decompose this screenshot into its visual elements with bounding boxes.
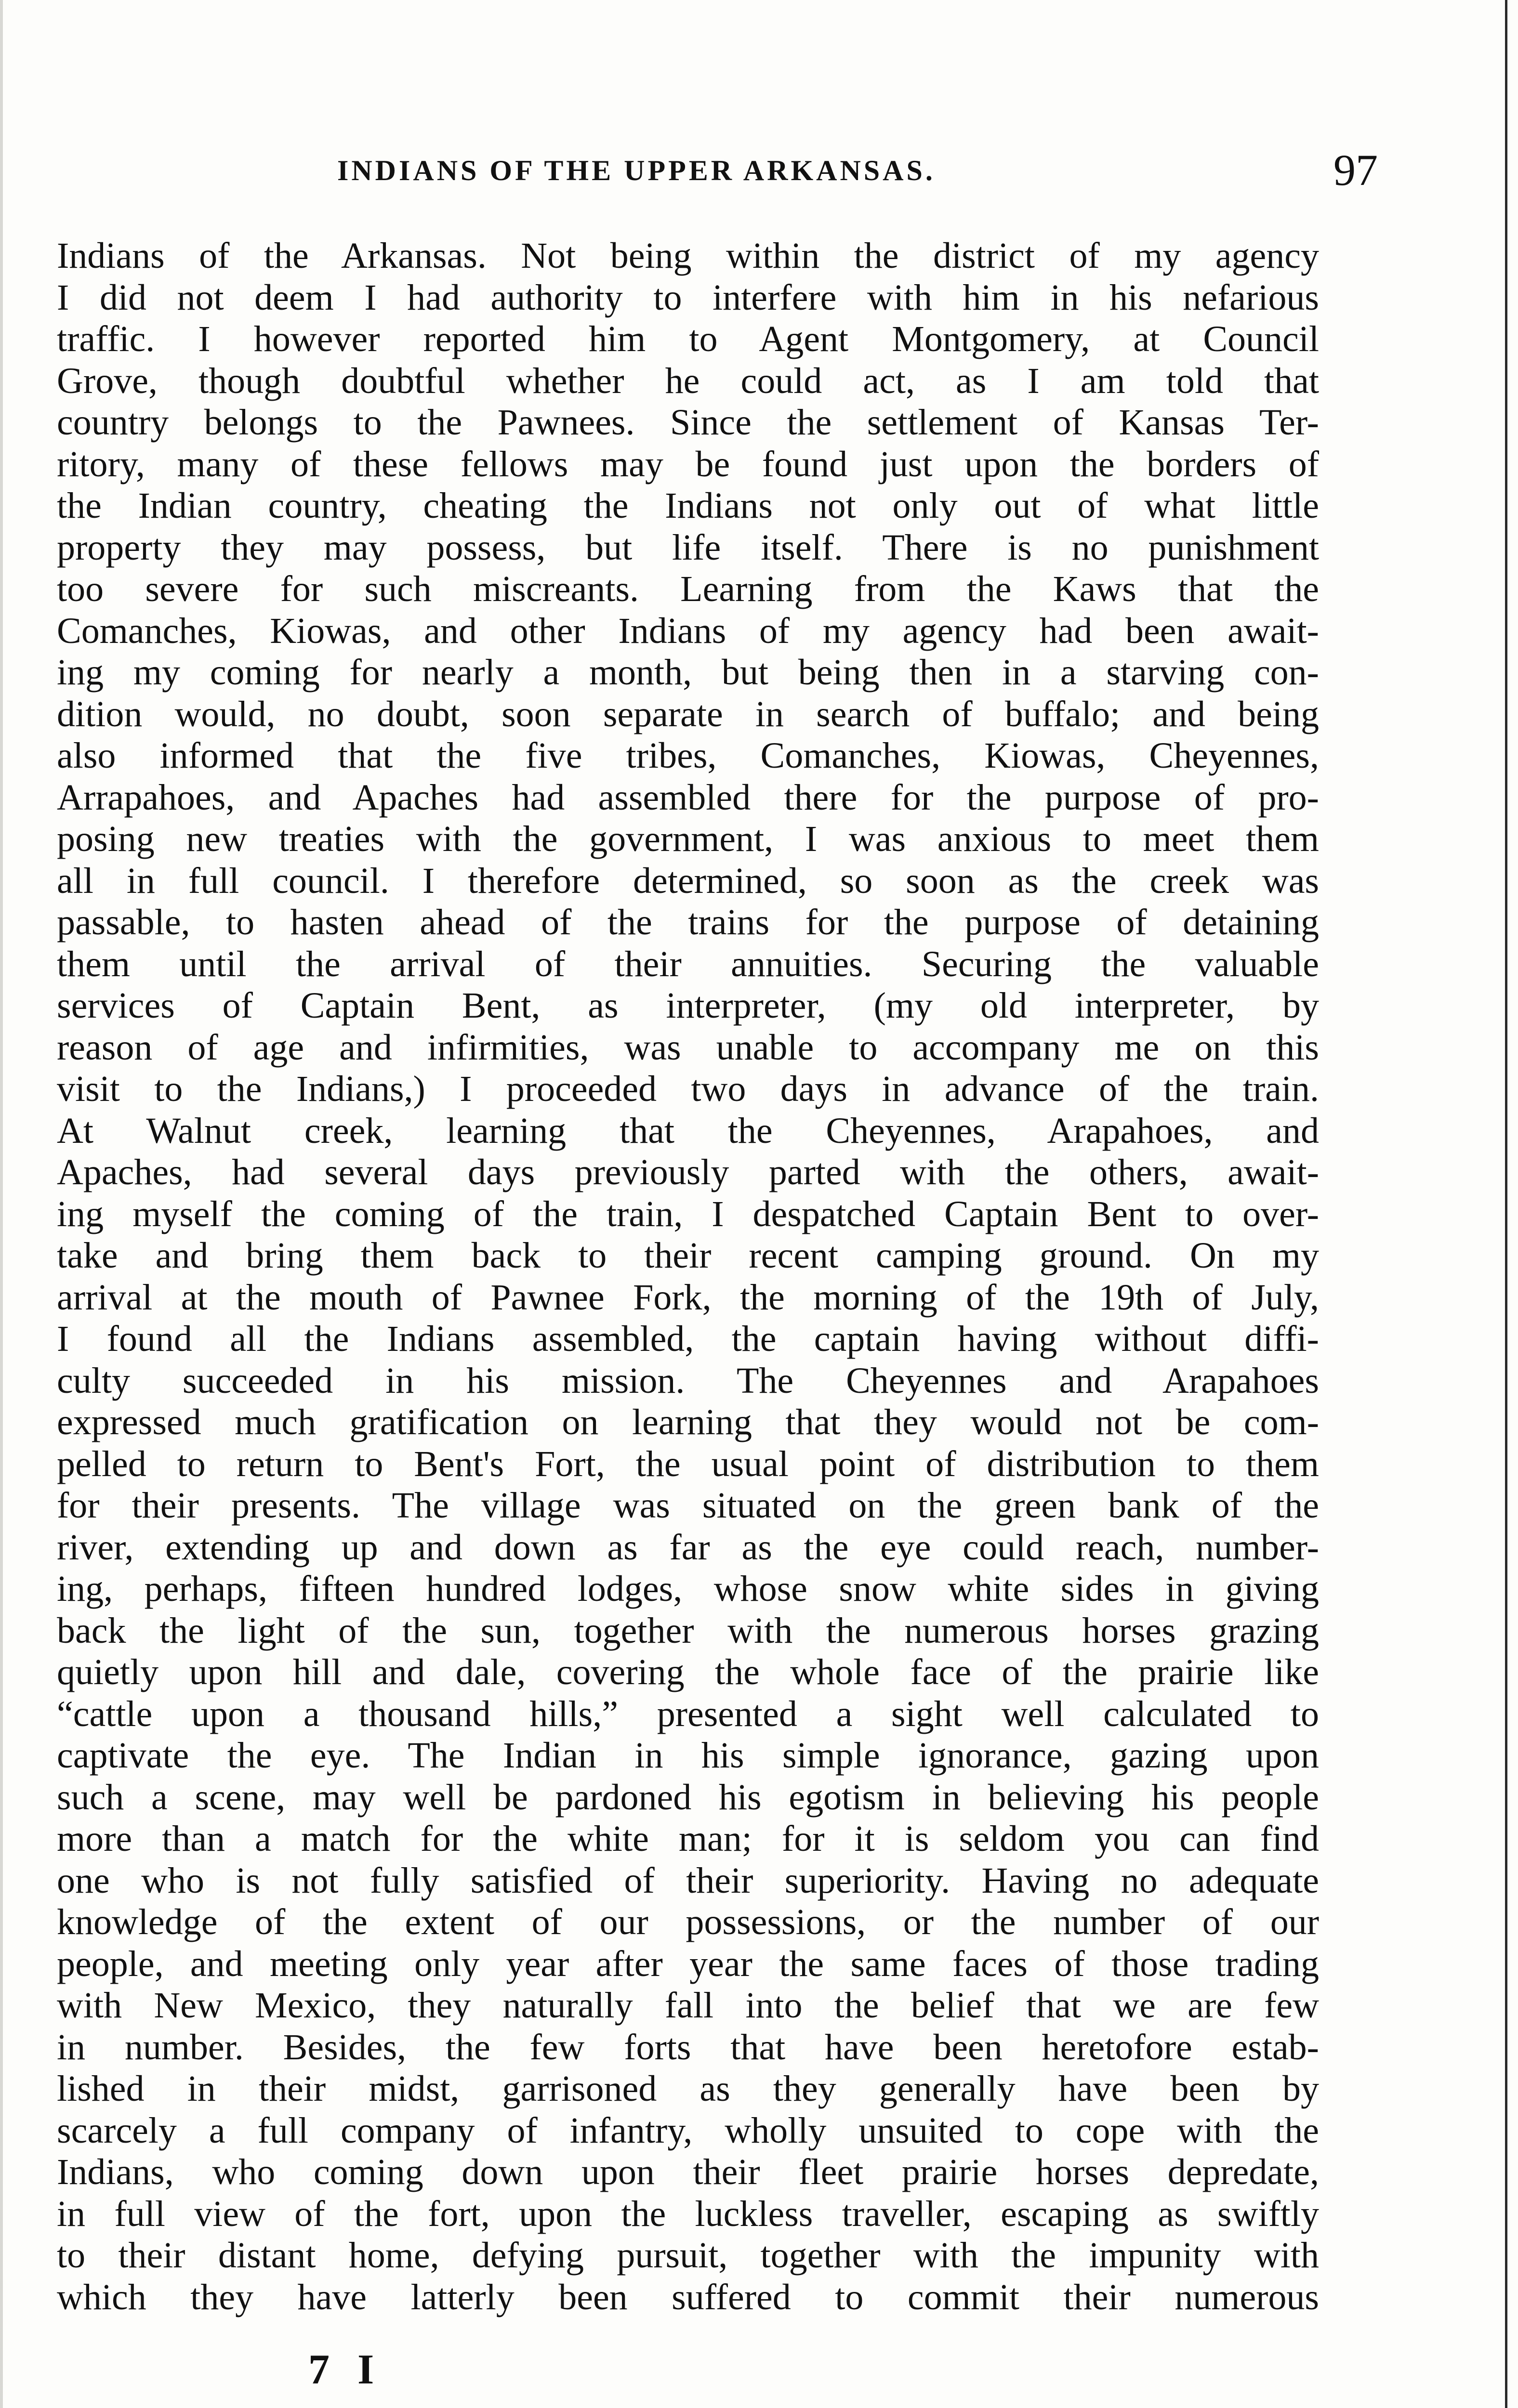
text-line: culty succeeded in his mission. The Cheyennes and Arapahoes (57, 1360, 1319, 1401)
text-line: all in full council. I therefore determined, so soon as the creek was (57, 860, 1319, 901)
text-line: dition would, no doubt, soon separate in search of buffalo; and being (57, 694, 1319, 734)
text-line: more than a match for the white man; for it is seldom you can find (57, 1819, 1319, 1859)
running-title: INDIANS OF THE UPPER ARKANSAS. (337, 155, 936, 186)
text-line: services of Captain Bent, as interpreter, (my old interpreter, by (57, 985, 1319, 1026)
text-line: quietly upon hill and dale, covering the whole face of the prairie like (57, 1652, 1319, 1692)
text-line: passable, to hasten ahead of the trains for the purpose of detaining (57, 902, 1319, 942)
text-line: lished in their midst, garrisoned as they generally have been by (57, 2068, 1319, 2109)
text-line: Apaches, had several days previously parted with the others, await- (57, 1152, 1319, 1192)
text-line: ing, perhaps, fifteen hundred lodges, whose snow white sides in giving (57, 1569, 1319, 1609)
text-line: Arrapahoes, and Apaches had assembled there for the purpose of pro- (57, 777, 1319, 818)
text-line: also informed that the five tribes, Comanches, Kiowas, Cheyennes, (57, 735, 1319, 776)
text-line: visit to the Indians,) I proceeded two days in advance of the train. (57, 1069, 1319, 1109)
text-line: reason of age and infirmities, was unable to accompany me on this (57, 1027, 1319, 1068)
text-line: country belongs to the Pawnees. Since the settlement of Kansas Ter- (57, 402, 1319, 443)
text-line: traffic. I however reported him to Agent Montgomery, at Council (57, 319, 1319, 359)
text-line: “cattle upon a thousand hills,” presented a sight well calculated to (57, 1693, 1319, 1734)
text-line: the Indian country, cheating the Indians not only out of what little (57, 485, 1319, 526)
text-line: ing myself the coming of the train, I despatched Captain Bent to over- (57, 1193, 1319, 1234)
signature-mark: 7 I (308, 2346, 383, 2393)
text-line: too severe for such miscreants. Learning from the Kaws that the (57, 569, 1319, 609)
text-line: which they have latterly been suffered to commit their numerous (57, 2277, 1319, 2317)
text-line: them until the arrival of their annuities. Securing the valuable (57, 943, 1319, 984)
text-line: At Walnut creek, learning that the Cheyennes, Arapahoes, and (57, 1110, 1319, 1151)
text-line: river, extending up and down as far as the eye could reach, number- (57, 1527, 1319, 1568)
page-left-edge (0, 0, 3, 2408)
text-line: ritory, many of these fellows may be found just upon the borders of (57, 444, 1319, 484)
text-line: captivate the eye. The Indian in his simple ignorance, gazing upon (57, 1735, 1319, 1776)
text-line: to their distant home, defying pursuit, together with the impunity with (57, 2235, 1319, 2276)
text-line: Indians of the Arkansas. Not being within the district of my agency (57, 236, 1319, 276)
text-line: I did not deem I had authority to interfere with him in his nefarious (57, 277, 1319, 318)
text-line: Indians, who coming down upon their fleet prairie horses depredate, (57, 2152, 1319, 2192)
text-line: expressed much gratification on learning that they would not be com- (57, 1402, 1319, 1442)
text-line: one who is not fully satisfied of their superiority. Having no adequate (57, 1860, 1319, 1901)
text-line: such a scene, may well be pardoned his egotism in believing his people (57, 1777, 1319, 1818)
text-line: knowledge of the extent of our possessions, or the number of our (57, 1902, 1319, 1942)
text-line: pelled to return to Bent's Fort, the usual point of distribution to them (57, 1443, 1319, 1484)
text-line: property they may possess, but life itself. There is no punishment (57, 527, 1319, 568)
text-line: posing new treaties with the government, I was anxious to meet them (57, 819, 1319, 859)
text-line: arrival at the mouth of Pawnee Fork, the morning of the 19th of July, (57, 1277, 1319, 1318)
text-line: I found all the Indians assembled, the captain having without diffi- (57, 1319, 1319, 1359)
page-number: 97 (1333, 145, 1378, 195)
text-line: with New Mexico, they naturally fall into the belief that we are few (57, 1985, 1319, 2026)
running-head (58, 144, 1378, 197)
text-line: Comanches, Kiowas, and other Indians of my agency had been await- (57, 610, 1319, 651)
text-line: take and bring them back to their recent camping ground. On my (57, 1235, 1319, 1276)
text-line: people, and meeting only year after year the same faces of those trading (57, 1943, 1319, 1984)
text-line: for their presents. The village was situated on the green bank of the (57, 1485, 1319, 1526)
page-right-edge (1505, 0, 1507, 2408)
body-text (57, 235, 1319, 2318)
text-line: ing my coming for nearly a month, but being then in a starving con- (57, 652, 1319, 693)
text-line: back the light of the sun, together with the numerous horses grazing (57, 1610, 1319, 1651)
text-line: in full view of the fort, upon the luckless traveller, escaping as swiftly (57, 2193, 1319, 2234)
text-line: scarcely a full company of infantry, wholly unsuited to cope with the (57, 2110, 1319, 2151)
text-line: in number. Besides, the few forts that have been heretofore estab- (57, 2027, 1319, 2068)
text-line: Grove, though doubtful whether he could act, as I am told that (57, 360, 1319, 401)
